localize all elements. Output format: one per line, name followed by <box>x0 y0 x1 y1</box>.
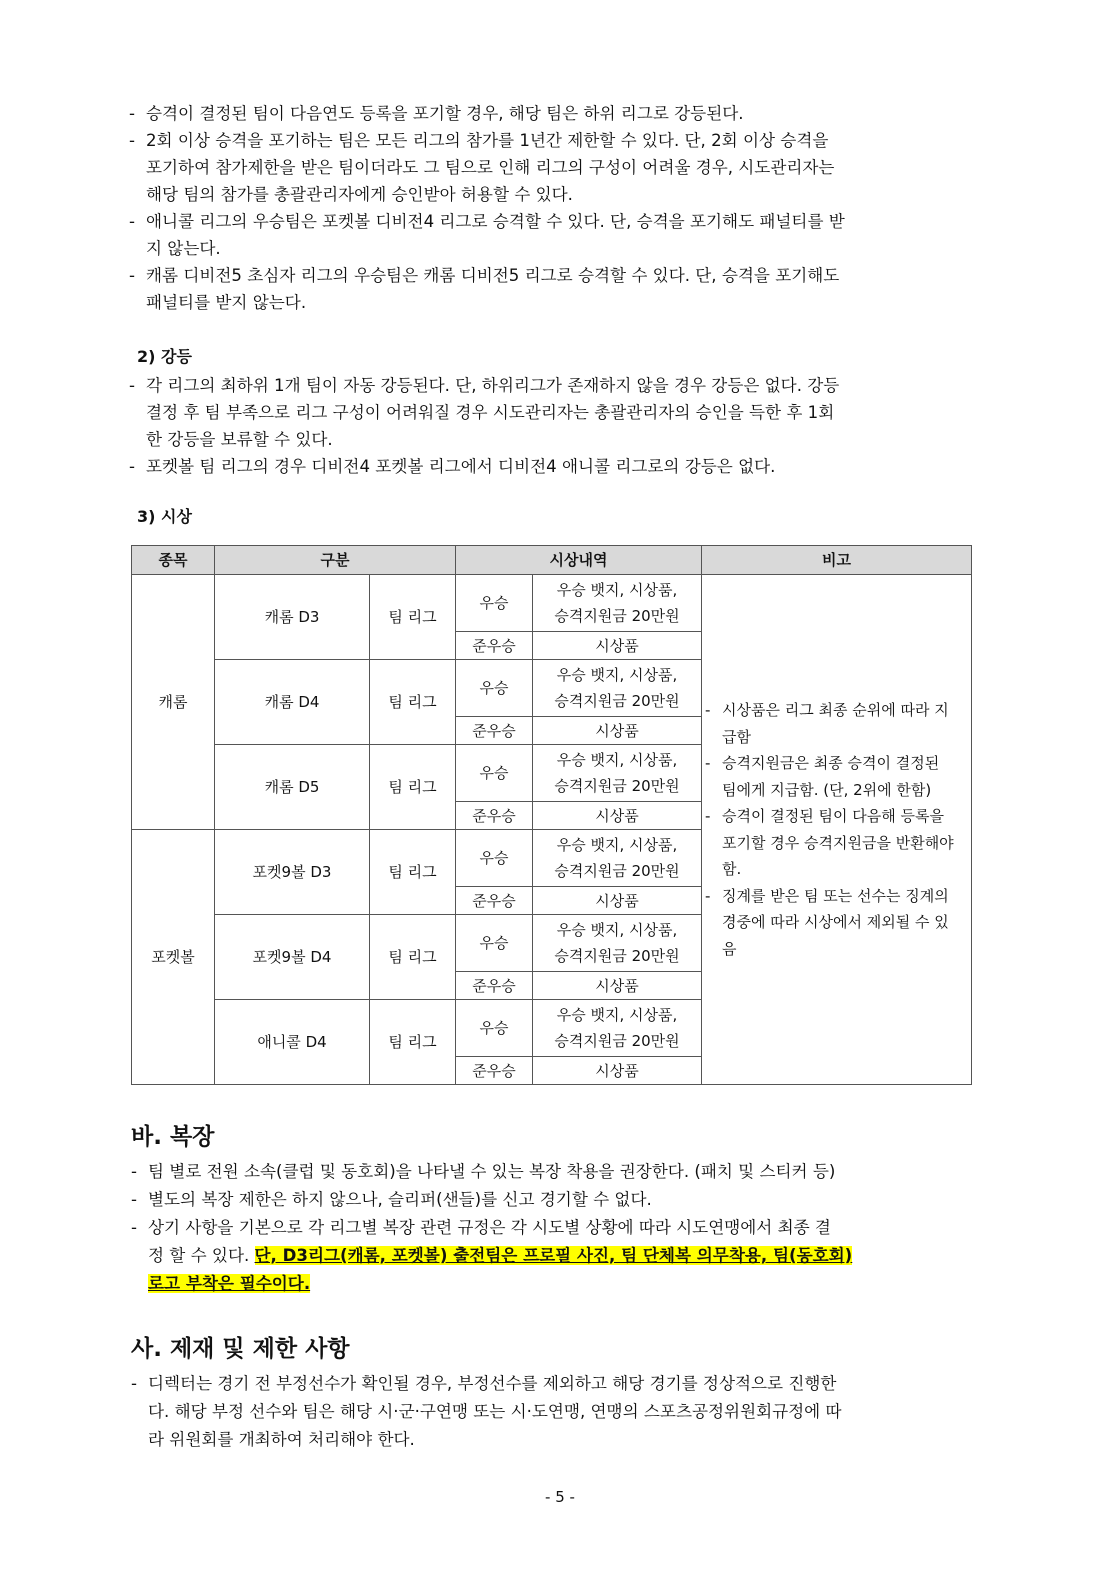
league-type-cell: 팀 리그 <box>370 915 456 1000</box>
uniform-section <box>131 1122 979 1298</box>
prize-cell: 시상품 <box>533 972 702 1000</box>
bullet-text: 승격이 결정된 팀이 다음연도 등록을 포기할 경우, 해당 팀은 하위 리그로 강등된다. <box>146 104 744 123</box>
prize-cell: 시상품 <box>533 1057 702 1085</box>
rank-cell: 준우승 <box>456 887 533 915</box>
header-note: 비고 <box>702 546 972 575</box>
rank-cell: 우승 <box>456 575 533 632</box>
league-cell: 캐롬 D4 <box>215 660 370 745</box>
league-type-cell: 팀 리그 <box>370 575 456 660</box>
league-cell: 캐롬 D3 <box>215 575 370 660</box>
list-item: - 팀 별로 전원 소속(클럽 및 동호회)을 나타낼 수 있는 복장 착용을 권장한다. (패치 및 스티커 등) <box>131 1162 836 1181</box>
header-sport: 종목 <box>132 546 215 575</box>
sanctions-section <box>131 1334 979 1454</box>
rank-cell: 준우승 <box>456 972 533 1000</box>
league-cell: 캐롬 D5 <box>215 745 370 830</box>
rank-cell: 우승 <box>456 660 533 717</box>
prize-cell: 우승 뱃지, 시상품, 승격지원금 20만원 <box>533 745 702 802</box>
league-type-cell: 팀 리그 <box>370 745 456 830</box>
rank-cell: 우승 <box>456 1000 533 1057</box>
prize-cell: 우승 뱃지, 시상품, 승격지원금 20만원 <box>533 660 702 717</box>
page-number: - 5 - <box>545 1488 575 1506</box>
rank-cell: 준우승 <box>456 1057 533 1085</box>
prize-cell: 우승 뱃지, 시상품, 승격지원금 20만원 <box>533 575 702 632</box>
bullet-text: 2회 이상 승격을 포기하는 팀은 모든 리그의 참가를 1년간 제한할 수 있다. 단, 2회 이상 승격을 포기하여 참가제한을 받은 팀이더라도 그 팀으로 인해 리그의 구성이 어려울 경우, 시도관리자는 해당 팀의 참가를 총괄관리자에게 승인받아 허용할 수 있다. <box>146 131 835 204</box>
bullet-text: 팀 별로 전원 소속(클럽 및 동호회)을 나타낼 수 있는 복장 착용을 권장한다. (패치 및 스티커 등) <box>148 1162 836 1181</box>
list-item: - 애니콜 리그의 우승팀은 포켓볼 디비전4 리그로 승격할 수 있다. 단, 승격을 포기해도 패널티를 받 지 않는다. <box>129 212 845 258</box>
bullet-text: 각 리그의 최하위 1개 팀이 자동 강등된다. 단, 하위리그가 존재하지 않을 경우 강등은 없다. 강등 결정 후 팀 부족으로 리그 구성이 어려워질 경우 시도관리자는 총괄관리자의 승인을 득한 후 1회 한 강등을 보류할 수 있다. <box>146 376 840 449</box>
prize-cell: 시상품 <box>533 717 702 745</box>
awards-table <box>131 545 972 1085</box>
header-prize: 시상내역 <box>456 546 702 575</box>
bullet-text: 애니콜 리그의 우승팀은 포켓볼 디비전4 리그로 승격할 수 있다. 단, 승격을 포기해도 패널티를 받 지 않는다. <box>146 212 845 258</box>
list-item: - 각 리그의 최하위 1개 팀이 자동 강등된다. 단, 하위리그가 존재하지 않을 경우 강등은 없다. 강등 결정 후 팀 부족으로 리그 구성이 어려워질 경우 시도관리자는 총괄관리자의 승인을 득한 후 1회 한 강등을 보류할 수 있다. <box>129 376 840 449</box>
rank-cell: 우승 <box>456 745 533 802</box>
bullet-text: 포켓볼 팀 리그의 경우 디비전4 포켓볼 리그에서 디비전4 애니콜 리그로의 강등은 없다. <box>146 457 776 476</box>
note-text: 징계를 받은 팀 또는 선수는 징계의 경중에 따라 시상에서 제외될 수 있 음 <box>722 886 949 958</box>
relegation-section <box>129 342 981 480</box>
relegation-heading: 2) 강등 <box>137 347 192 366</box>
note-text: 승격이 결정된 팀이 다음해 등록을 포기할 경우 승격지원금을 반환해야 함. <box>722 807 954 878</box>
league-type-cell: 팀 리그 <box>370 660 456 745</box>
bullet-text: 상기 사항을 기본으로 각 리그별 복장 관련 규정은 각 시도별 상황에 따라 시도연맹에서 최종 결 정 할 수 있다. <box>148 1218 831 1265</box>
header-category: 구분 <box>215 546 456 575</box>
table-row <box>132 575 972 632</box>
rank-cell: 우승 <box>456 830 533 887</box>
rank-cell: 준우승 <box>456 802 533 830</box>
prize-cell: 시상품 <box>533 887 702 915</box>
sport-cell: 캐롬 <box>132 575 215 830</box>
league-type-cell: 팀 리그 <box>370 830 456 915</box>
list-item: - 디렉터는 경기 전 부정선수가 확인될 경우, 부정선수를 제외하고 해당 경기를 정상적으로 진행한 다. 해당 부정 선수와 팀은 해당 시·군·구연맹 또는 시·도연맹, 연맹의 스포츠공정위원회규정에 따 라 위원회를 개최하여 처리해야 한다. <box>131 1374 842 1449</box>
note-cell <box>702 575 972 1085</box>
bullet-text: 디렉터는 경기 전 부정선수가 확인될 경우, 부정선수를 제외하고 해당 경기를 정상적으로 진행한 다. 해당 부정 선수와 팀은 해당 시·군·구연맹 또는 시·도연맹, 연맹의 스포츠공정위원회규정에 따 라 위원회를 개최하여 처리해야 한다. <box>148 1374 842 1449</box>
document-body <box>131 100 981 532</box>
prize-cell: 우승 뱃지, 시상품, 승격지원금 20만원 <box>533 915 702 972</box>
league-type-cell: 팀 리그 <box>370 1000 456 1085</box>
list-item: - 승격이 결정된 팀이 다음연도 등록을 포기할 경우, 해당 팀은 하위 리그로 강등된다. <box>129 104 744 123</box>
awards-heading: 3) 시상 <box>137 507 192 526</box>
rank-cell: 준우승 <box>456 717 533 745</box>
bullet-text: 캐롬 디비전5 초심자 리그의 우승팀은 캐롬 디비전5 리그로 승격할 수 있다. 단, 승격을 포기해도 패널티를 받지 않는다. <box>146 266 840 312</box>
list-item: - 포켓볼 팀 리그의 경우 디비전4 포켓볼 리그에서 디비전4 애니콜 리그로의 강등은 없다. <box>129 457 776 476</box>
highlighted-requirement: 단, D3리그(캐롬, 포켓볼) 출전팀은 프로필 사진, 팀 단체복 의무착용, 팀(동호회) 로고 부착은 필수이다. <box>148 1246 853 1293</box>
note-item: - 승격이 결정된 팀이 다음해 등록을 포기할 경우 승격지원금을 반환해야 함. <box>705 807 954 878</box>
list-item: - 상기 사항을 기본으로 각 리그별 복장 관련 규정은 각 시도별 상황에 따라 시도연맹에서 최종 결 정 할 수 있다. 단, D3리그(캐롬, 포켓볼) 출전팀은 프로필 사진, 팀 단체복 의무착용, 팀(동호회) 로고 부착은 필수이다. <box>131 1218 853 1293</box>
note-text: 승격지원금은 최종 승격이 결정된 팀에게 지급함. (단, 2위에 한함) <box>722 754 940 799</box>
sanctions-heading: 사. 제재 및 제한 사항 <box>131 1336 350 1362</box>
note-item: - 징계를 받은 팀 또는 선수는 징계의 경중에 따라 시상에서 제외될 수 있 음 <box>705 886 949 958</box>
league-cell: 포켓9볼 D4 <box>215 915 370 1000</box>
bullet-text: 별도의 복장 제한은 하지 않으나, 슬리퍼(샌들)를 신고 경기할 수 없다. <box>148 1190 652 1209</box>
rank-cell: 우승 <box>456 915 533 972</box>
note-item: - 시상품은 리그 최종 순위에 따라 지 급함 <box>705 701 949 746</box>
prize-cell: 시상품 <box>533 632 702 660</box>
prize-cell: 우승 뱃지, 시상품, 승격지원금 20만원 <box>533 1000 702 1057</box>
note-item: - 승격지원금은 최종 승격이 결정된 팀에게 지급함. (단, 2위에 한함) <box>705 754 940 799</box>
uniform-heading: 바. 복장 <box>131 1124 215 1150</box>
table-header-row <box>132 546 972 575</box>
sport-cell: 포켓볼 <box>132 830 215 1085</box>
list-item: - 2회 이상 승격을 포기하는 팀은 모든 리그의 참가를 1년간 제한할 수 있다. 단, 2회 이상 승격을 포기하여 참가제한을 받은 팀이더라도 그 팀으로 인해 리그의 구성이 어려울 경우, 시도관리자는 해당 팀의 참가를 총괄관리자에게 승인받아 허용할 수 있다. <box>129 131 835 204</box>
prize-cell: 우승 뱃지, 시상품, 승격지원금 20만원 <box>533 830 702 887</box>
prize-cell: 시상품 <box>533 802 702 830</box>
note-text: 시상품은 리그 최종 순위에 따라 지 급함 <box>722 701 949 746</box>
league-cell: 포켓9볼 D3 <box>215 830 370 915</box>
promotion-section <box>129 100 981 316</box>
list-item: - 별도의 복장 제한은 하지 않으나, 슬리퍼(샌들)를 신고 경기할 수 없다. <box>131 1190 652 1209</box>
list-item: - 캐롬 디비전5 초심자 리그의 우승팀은 캐롬 디비전5 리그로 승격할 수 있다. 단, 승격을 포기해도 패널티를 받지 않는다. <box>129 266 840 312</box>
league-cell: 애니콜 D4 <box>215 1000 370 1085</box>
rank-cell: 준우승 <box>456 632 533 660</box>
